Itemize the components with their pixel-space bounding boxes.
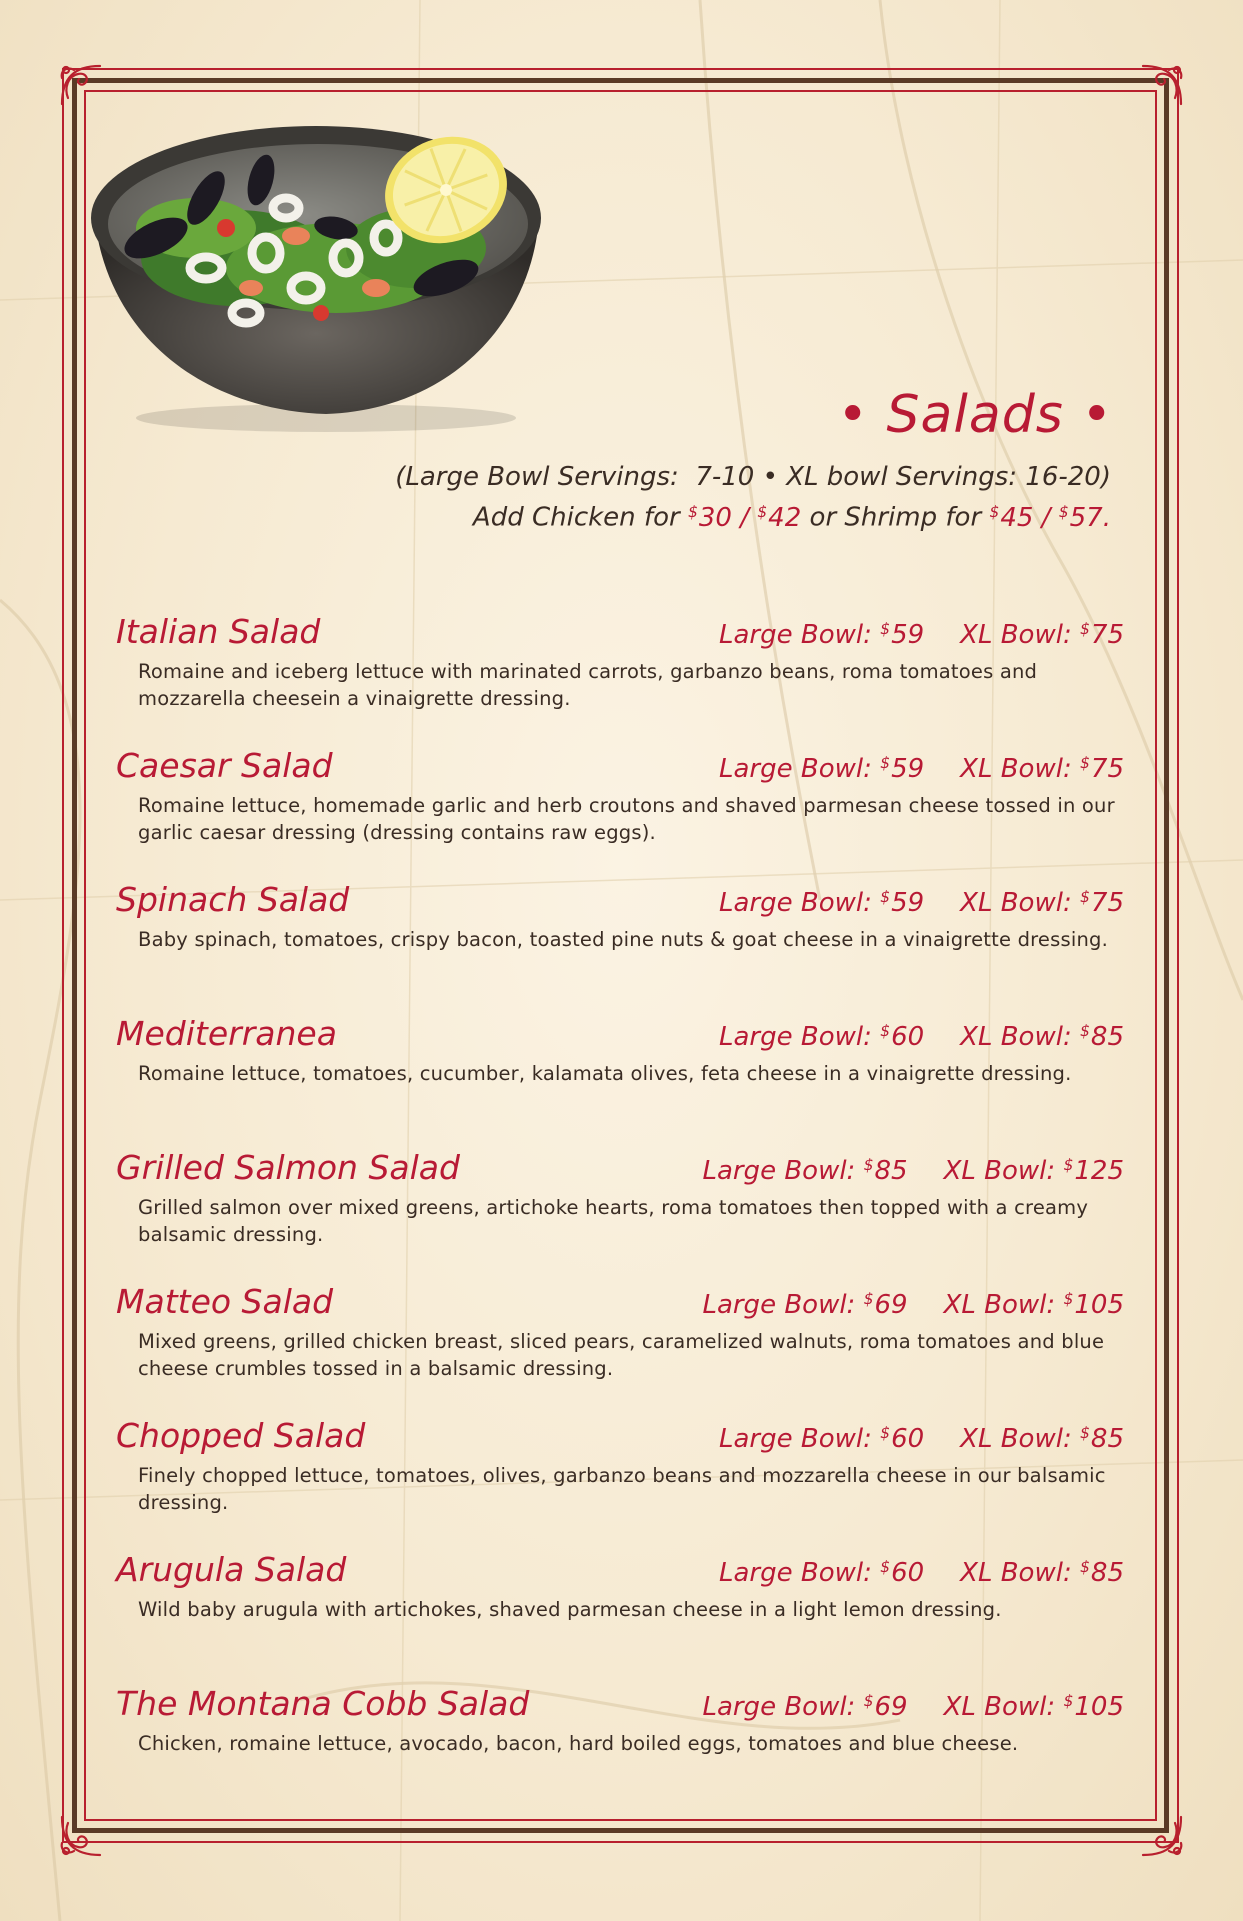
menu-item-montana-cobb-salad (116, 1684, 1124, 1818)
menu-item-grilled-salmon-salad (116, 1148, 1124, 1282)
xl-bowl-price: 105 (1074, 1290, 1124, 1320)
item-description: Baby spinach, tomatoes, crispy bacon, toasted pine nuts & goat cheese in a vinaigrette dressing. (138, 928, 1109, 951)
large-bowl-price: 69 (874, 1290, 908, 1320)
shrimp-addon-label: or Shrimp for (809, 502, 982, 533)
large-bowl-price: 69 (874, 1692, 908, 1722)
large-bowl-price: 59 (891, 620, 925, 650)
salad-bowl-image (86, 118, 546, 438)
large-bowl-price: 60 (891, 1558, 925, 1588)
large-bowl-price: 60 (891, 1022, 925, 1052)
item-prices: Large Bowl: $60 XL Bowl: $85 (719, 1022, 1124, 1052)
xl-bowl-label: XL Bowl: (960, 1558, 1072, 1588)
large-servings-label: (Large Bowl Servings: (395, 462, 679, 492)
large-bowl-label: Large Bowl: (719, 620, 872, 650)
item-name: Spinach Salad (116, 880, 350, 919)
item-prices: Large Bowl: $59 XL Bowl: $75 (719, 754, 1124, 784)
item-prices: Large Bowl: $60 XL Bowl: $85 (719, 1558, 1124, 1588)
xl-bowl-price: 105 (1074, 1692, 1124, 1722)
large-bowl-label: Large Bowl: (719, 1424, 872, 1454)
xl-bowl-label: XL Bowl: (960, 620, 1072, 650)
item-description: Romaine and iceberg lettuce with marinated carrots, garbanzo beans, roma tomatoes and mozzarella cheesein a vinaigrette dressing. (138, 660, 1038, 710)
corner-ornament-icon (54, 58, 108, 112)
item-description: Romaine lettuce, homemade garlic and herb croutons and shaved parmesan cheese tossed in our garlic caesar dressing (dressing contains raw eggs). (138, 794, 1115, 844)
xl-servings-range: 16-20) (1025, 462, 1111, 492)
item-name: Italian Salad (116, 612, 321, 651)
large-bowl-label: Large Bowl: (719, 1558, 872, 1588)
large-bowl-price: 59 (891, 888, 925, 918)
large-bowl-price: 59 (891, 754, 925, 784)
menu-item-spinach-salad (116, 880, 1124, 1014)
xl-bowl-label: XL Bowl: (960, 754, 1072, 784)
item-name: Matteo Salad (116, 1282, 334, 1321)
item-name: Chopped Salad (116, 1416, 366, 1455)
xl-bowl-price: 85 (1090, 1558, 1124, 1588)
menu-item-caesar-salad (116, 746, 1124, 880)
item-name: Caesar Salad (116, 746, 333, 785)
large-bowl-price: 85 (874, 1156, 908, 1186)
xl-bowl-price: 125 (1074, 1156, 1124, 1186)
item-description: Wild baby arugula with artichokes, shaved parmesan cheese in a light lemon dressing. (138, 1598, 1002, 1621)
large-bowl-label: Large Bowl: (719, 1022, 872, 1052)
xl-bowl-label: XL Bowl: (943, 1290, 1056, 1320)
item-name: The Montana Cobb Salad (116, 1684, 530, 1723)
item-prices: Large Bowl: $85 XL Bowl: $125 (702, 1156, 1124, 1186)
item-description: Romaine lettuce, tomatoes, cucumber, kalamata olives, feta cheese in a vinaigrette dressing. (138, 1062, 1072, 1085)
xl-bowl-label: XL Bowl: (960, 1022, 1072, 1052)
large-bowl-label: Large Bowl: (719, 754, 872, 784)
xl-bowl-price: 85 (1090, 1022, 1124, 1052)
large-bowl-label: Large Bowl: (702, 1692, 856, 1722)
menu-item-arugula-salad (116, 1550, 1124, 1684)
large-bowl-label: Large Bowl: (719, 888, 872, 918)
xl-bowl-price: 75 (1090, 754, 1124, 784)
chicken-addon-label: Add Chicken for (472, 502, 680, 533)
chicken-addon-price: $30 / $42 (687, 502, 802, 533)
xl-bowl-label: XL Bowl: (943, 1692, 1056, 1722)
item-name: Mediterranea (116, 1014, 337, 1053)
menu-item-italian-salad (116, 612, 1124, 746)
addons-line (395, 495, 1111, 536)
item-prices: Large Bowl: $59 XL Bowl: $75 (719, 888, 1124, 918)
item-description: Grilled salmon over mixed greens, artichoke hearts, roma tomatoes then topped with a creamy balsamic dressing. (138, 1196, 1089, 1246)
item-name: Grilled Salmon Salad (116, 1148, 460, 1187)
item-name: Arugula Salad (116, 1550, 347, 1589)
xl-bowl-label: XL Bowl: (960, 1424, 1072, 1454)
servings-line (395, 460, 1111, 495)
menu-item-chopped-salad (116, 1416, 1124, 1550)
xl-bowl-label: XL Bowl: (960, 888, 1072, 918)
item-prices: Large Bowl: $59 XL Bowl: $75 (719, 620, 1124, 650)
xl-bowl-label: XL Bowl: (943, 1156, 1056, 1186)
item-description: Finely chopped lettuce, tomatoes, olives, garbanzo beans and mozzarella cheese in our balsamic dressing. (138, 1464, 1106, 1514)
menu-item-mediterranea (116, 1014, 1124, 1148)
item-prices: Large Bowl: $69 XL Bowl: $105 (702, 1290, 1124, 1320)
large-bowl-label: Large Bowl: (702, 1290, 856, 1320)
item-description: Chicken, romaine lettuce, avocado, bacon, hard boiled eggs, tomatoes and blue cheese. (138, 1732, 1019, 1755)
xl-bowl-price: 85 (1090, 1424, 1124, 1454)
large-bowl-price: 60 (891, 1424, 925, 1454)
corner-ornament-icon (1135, 1809, 1189, 1863)
menu-item-matteo-salad (116, 1282, 1124, 1416)
large-bowl-label: Large Bowl: (702, 1156, 856, 1186)
item-prices: Large Bowl: $69 XL Bowl: $105 (702, 1692, 1124, 1722)
xl-bowl-price: 75 (1090, 620, 1124, 650)
item-description: Mixed greens, grilled chicken breast, sliced pears, caramelized walnuts, roma tomatoes and blue cheese crumbles tossed in a balsamic dressing. (138, 1330, 1105, 1380)
xl-bowl-price: 75 (1090, 888, 1124, 918)
corner-ornament-icon (1135, 58, 1189, 112)
servings-info (395, 460, 1111, 536)
section-title: • Salads • (837, 385, 1113, 445)
menu-items (116, 612, 1124, 1818)
corner-ornament-icon (54, 1809, 108, 1863)
large-servings-range: 7-10 (695, 462, 755, 492)
xl-servings-label: • XL bowl Servings: (762, 462, 1018, 492)
item-prices: Large Bowl: $60 XL Bowl: $85 (719, 1424, 1124, 1454)
shrimp-addon-price: $45 / $57. (989, 502, 1111, 533)
